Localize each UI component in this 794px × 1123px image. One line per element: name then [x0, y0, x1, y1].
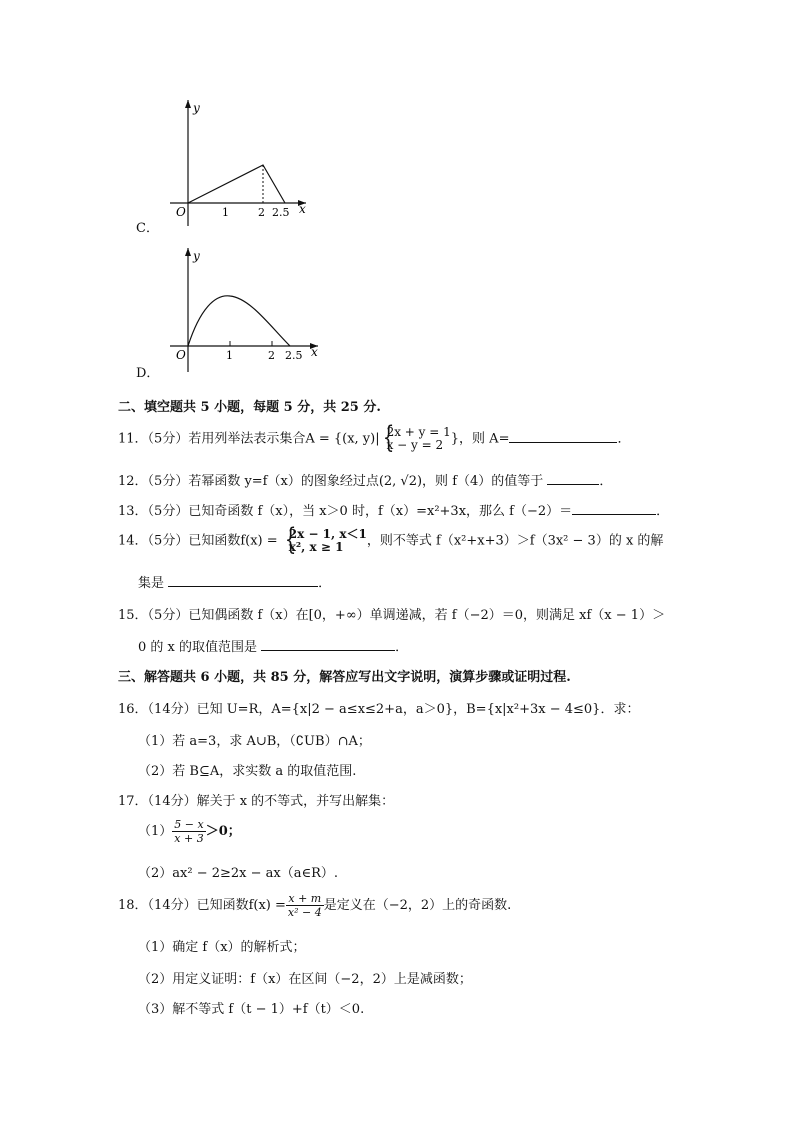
- q12-end: ．: [599, 474, 613, 489]
- y-axis-arrow: [185, 248, 191, 256]
- question-15: 15．（5分）已知偶函数 f（x）在[0，+∞）单调递减，若 f（−2）＝0，则满足 xf（x − 1）＞: [118, 608, 666, 623]
- q14-text: 14．（5分）已知函数f(x) =: [118, 533, 278, 549]
- tick-label-2: 2: [268, 349, 275, 362]
- tick-label-1: 1: [226, 349, 233, 362]
- graph-d: [160, 244, 328, 374]
- q14-line2-text: 集是: [138, 576, 165, 591]
- y-label: y: [193, 101, 200, 115]
- origin-label: O: [176, 348, 186, 362]
- question-18-part-2: （2）用定义证明：f（x）在区间（−2，2）上是减函数；: [138, 972, 472, 987]
- q17-p1-label: （1）: [138, 824, 173, 839]
- option-c-label: C．: [136, 221, 159, 236]
- q14-case1: { 2x − 1, x＜1: [288, 527, 367, 541]
- question-16-part-2: （2）若 B⊆A，求实数 a 的取值范围.: [138, 764, 357, 779]
- tick-label-2: 2: [258, 206, 265, 219]
- q18-fraction: [286, 892, 324, 919]
- tick-label-2-5: 2.5: [272, 206, 290, 219]
- q17-numerator: 5 − x: [174, 818, 204, 831]
- question-11: [118, 426, 630, 452]
- question-16: 16．（14分）已知 U=R，A={x|2 − a≤x≤2+a，a＞0}，B={x|x²+3x − 4≤0}．求：: [118, 702, 640, 717]
- q12-text: 12．（5分）若幂函数 y=f（x）的图象经过点(2, √2)，则 f（4）的值等于: [118, 474, 544, 489]
- q13-answer-blank[interactable]: [572, 502, 656, 515]
- q17-fraction: [172, 818, 205, 845]
- option-d-label: D．: [136, 366, 160, 381]
- q13-text: 13．（5分）已知奇函数 f（x），当 x＞0 时，f（x）=x²+3x，那么 f（−2）＝: [118, 504, 573, 519]
- question-14: [118, 528, 663, 554]
- q14-end: ．: [318, 576, 332, 591]
- question-17-part-1: [138, 818, 241, 845]
- origin-label: O: [176, 205, 186, 219]
- graph-c-curve: [188, 165, 285, 203]
- q11-eq1: { 2x + y = 1: [386, 425, 451, 439]
- q12-answer-blank[interactable]: [547, 472, 599, 485]
- q14-answer-blank[interactable]: [168, 574, 318, 587]
- q14-case2: x², x ≥ 1: [288, 540, 344, 554]
- q11-text-post: }，则 A=: [450, 431, 510, 447]
- q17-p1-post: ＞0；: [205, 824, 241, 839]
- q15-line2-text: 0 的 x 的取值范围是: [138, 640, 257, 655]
- question-12: [118, 470, 612, 489]
- q15-answer-blank[interactable]: [261, 638, 395, 651]
- q15-end: ．: [395, 640, 409, 655]
- x-label: x: [299, 202, 306, 216]
- tick-label-2-5: 2.5: [285, 349, 303, 362]
- q18-text: 18．（14分）已知函数f(x) =: [118, 898, 286, 913]
- question-13: [118, 500, 669, 519]
- q13-end: ．: [656, 504, 670, 519]
- question-17-part-2: （2）ax² − 2≥2x − ax（a∈R）.: [138, 866, 339, 881]
- question-14-line2: [138, 572, 331, 591]
- question-16-part-1: （1）若 a=3，求 A∪B，（∁UB）∩A；: [138, 734, 371, 749]
- graph-c: [160, 98, 320, 230]
- q18-numerator: x + m: [286, 892, 324, 906]
- q17-denominator: x + 3: [174, 832, 204, 845]
- question-18-part-1: （1）确定 f（x）的解析式；: [138, 940, 306, 955]
- section-3-heading: 三、解答题共 6 小题，共 85 分，解答应写出文字说明，演算步骤或证明过程.: [118, 670, 571, 685]
- question-17: 17．（14分）解关于 x 的不等式，并写出解集：: [118, 794, 395, 809]
- question-15-line2: [138, 636, 408, 655]
- q18-denominator: x² − 4: [287, 906, 322, 919]
- tick-label-1: 1: [222, 206, 229, 219]
- q11-eq2: x − y = 2: [386, 438, 444, 452]
- question-18-part-3: （3）解不等式 f（t − 1）+f（t）＜0.: [138, 1002, 365, 1017]
- graph-d-curve: [188, 296, 290, 346]
- y-label: y: [193, 249, 200, 263]
- q18-text-post: 是定义在（−2，2）上的奇函数.: [323, 898, 512, 913]
- y-axis-arrow: [185, 100, 191, 108]
- q14-text-post: ，则不等式 f（x²+x+3）＞f（3x² − 3）的 x 的解: [366, 533, 664, 549]
- q11-end: ．: [617, 431, 631, 447]
- q14-piecewise: [282, 528, 367, 554]
- q11-text: 11．（5分）若用列举法表示集合A = {(x, y)|: [118, 431, 380, 447]
- x-label: x: [311, 345, 318, 359]
- q11-equation-system: [380, 426, 451, 452]
- q11-answer-blank[interactable]: [509, 430, 617, 443]
- question-18: [118, 892, 511, 919]
- section-2-heading: 二、填空题共 5 小题，每题 5 分，共 25 分.: [118, 400, 381, 415]
